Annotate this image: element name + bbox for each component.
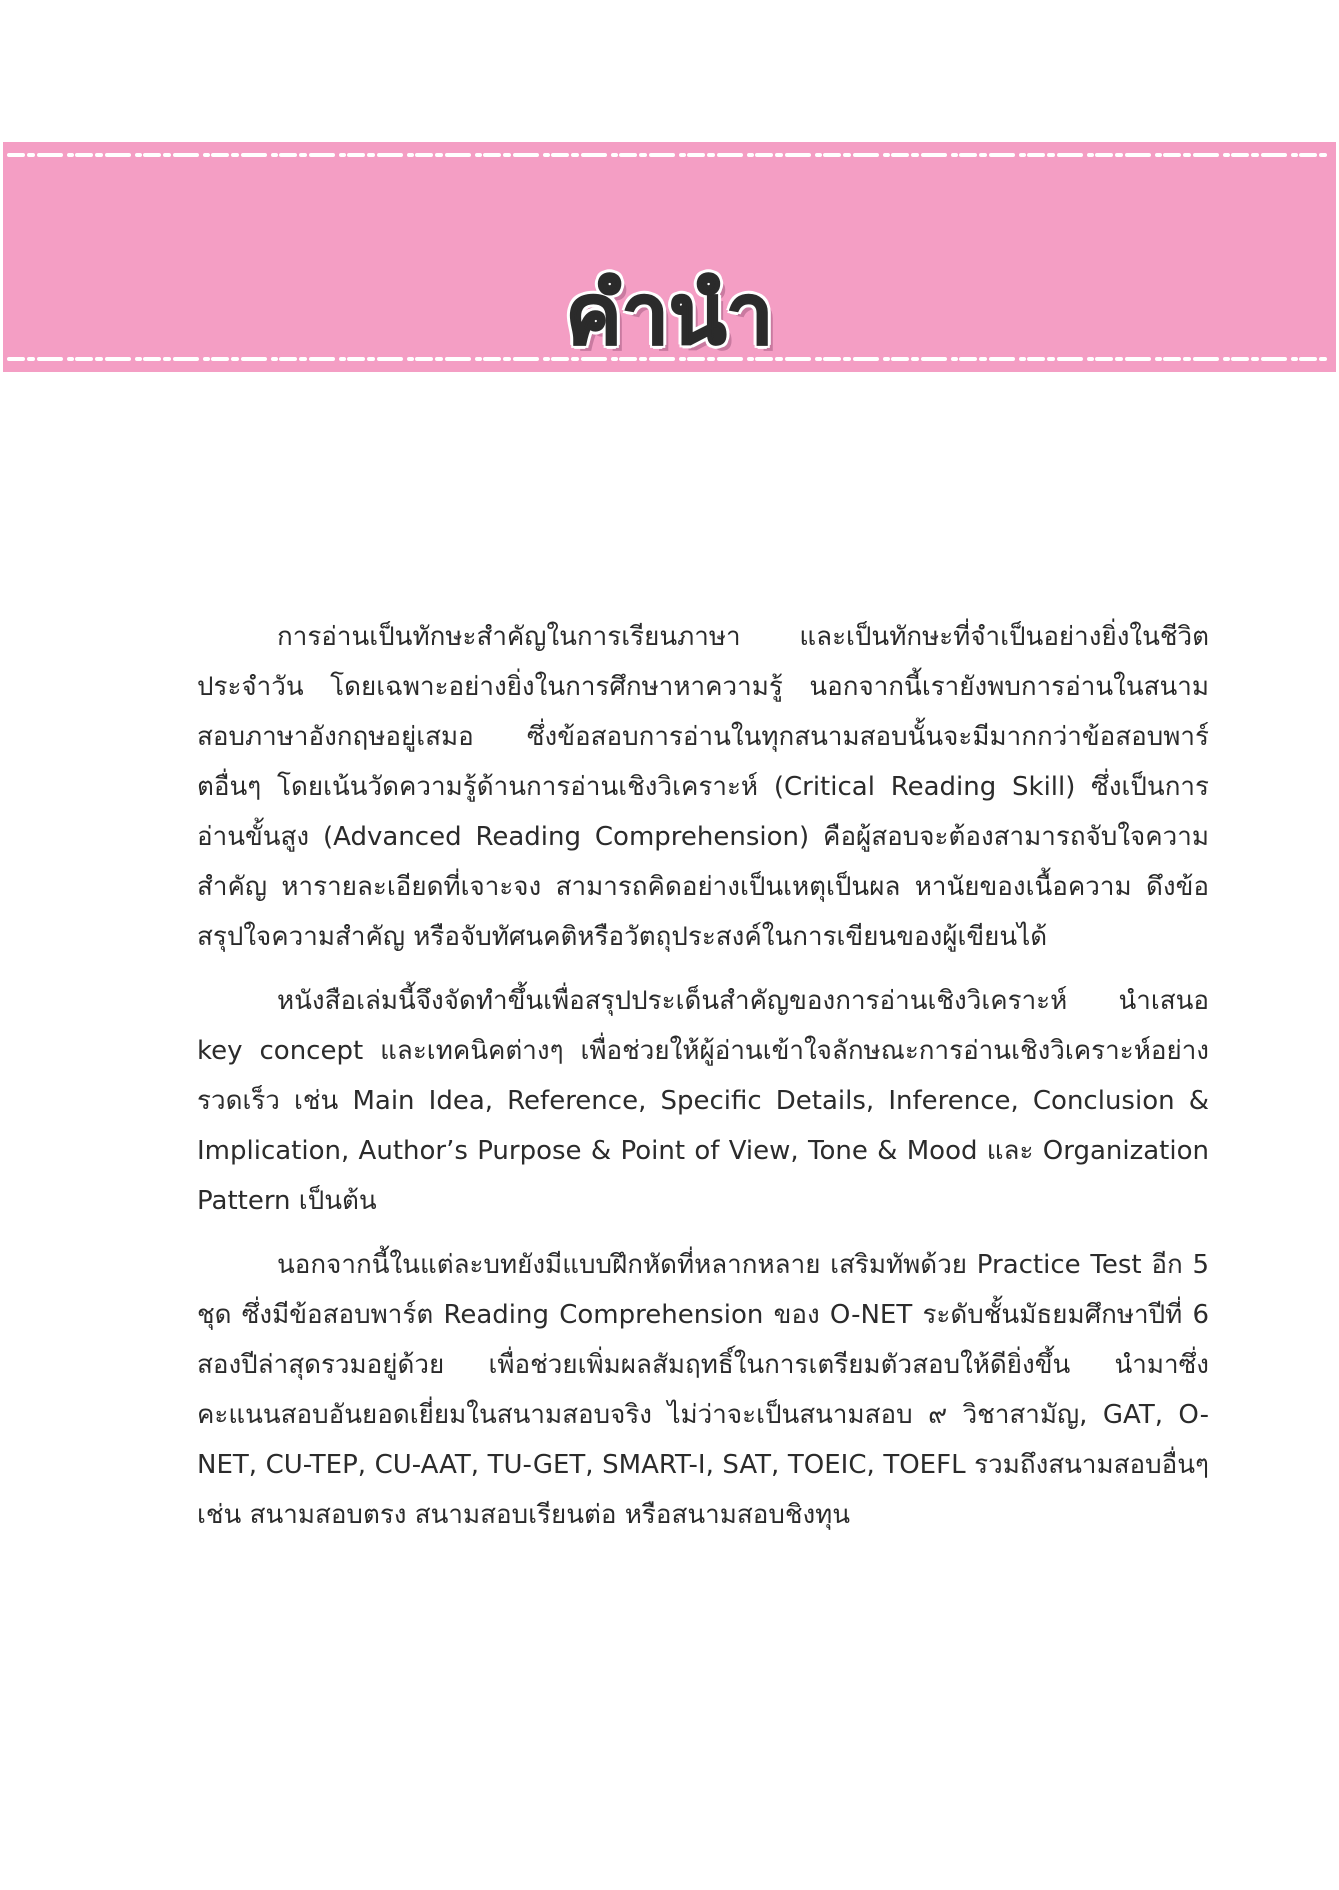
paragraph-2: หนังสือเล่มนี้จึงจัดทำขึ้นเพื่อสรุปประเด็นสำคัญของการอ่านเชิงวิเคราะห์ นำเสนอ key concept และเทคนิคต่างๆ เพื่อช่วยให้ผู้อ่านเข้าใจลักษณะการอ่านเชิงวิเคราะห์อย่างรวดเร็ว เช่น Main Idea, Reference, Specific Details, Inference, Conclusion & Implication, Author’s Purpose & Point of View, Tone & Mood และ Organization Pattern เป็นต้น <box>197 986 1209 1216</box>
title-banner <box>3 142 1336 372</box>
banner-top-stitch <box>3 150 1336 160</box>
page-title: คำนำ <box>565 265 774 364</box>
preface-body <box>197 612 1209 1554</box>
paragraph-1: การอ่านเป็นทักษะสำคัญในการเรียนภาษา และเป็นทักษะที่จำเป็นอย่างยิ่งในชีวิตประจำวัน โดยเฉพาะอย่างยิ่งในการศึกษาหาความรู้ นอกจากนี้เรายังพบการอ่านในสนามสอบภาษาอังกฤษอยู่เสมอ ซึ่งข้อสอบการอ่านในทุกสนามสอบนั้นจะมีมากกว่าข้อสอบพาร์ตอื่นๆ โดยเน้นวัดความรู้ด้านการอ่านเชิงวิเคราะห์ (Critical Reading Skill) ซึ่งเป็นการอ่านขั้นสูง (Advanced Reading Comprehension) คือผู้สอบจะต้องสามารถจับใจความสำคัญ หารายละเอียดที่เจาะจง สามารถคิดอย่างเป็นเหตุเป็นผล หานัยของเนื้อความ ดึงข้อสรุปใจความสำคัญ หรือจับทัศนคติหรือวัตถุประสงค์ในการเขียนของผู้เขียนได้ <box>197 622 1209 952</box>
banner-bottom-stitch <box>3 354 1336 364</box>
paragraph-3: นอกจากนี้ในแต่ละบทยังมีแบบฝึกหัดที่หลากหลาย เสริมทัพด้วย Practice Test อีก 5 ชุด ซึ่งมีข้อสอบพาร์ต Reading Comprehension ของ O-NET ระดับชั้นมัธยมศึกษาปีที่ 6 สองปีล่าสุดรวมอยู่ด้วย เพื่อช่วยเพิ่มผลสัมฤทธิ์ในการเตรียมตัวสอบให้ดียิ่งขึ้น นำมาซึ่งคะแนนสอบอันยอดเยี่ยมในสนามสอบจริง ไม่ว่าจะเป็นสนามสอบ ๙ วิชาสามัญ, GAT, O-NET, CU-TEP, CU-AAT, TU-GET, SMART-I, SAT, TOEIC, TOEFL รวมถึงสนามสอบอื่นๆ เช่น สนามสอบตรง สนามสอบเรียนต่อ หรือสนามสอบชิงทุน <box>197 1250 1210 1530</box>
